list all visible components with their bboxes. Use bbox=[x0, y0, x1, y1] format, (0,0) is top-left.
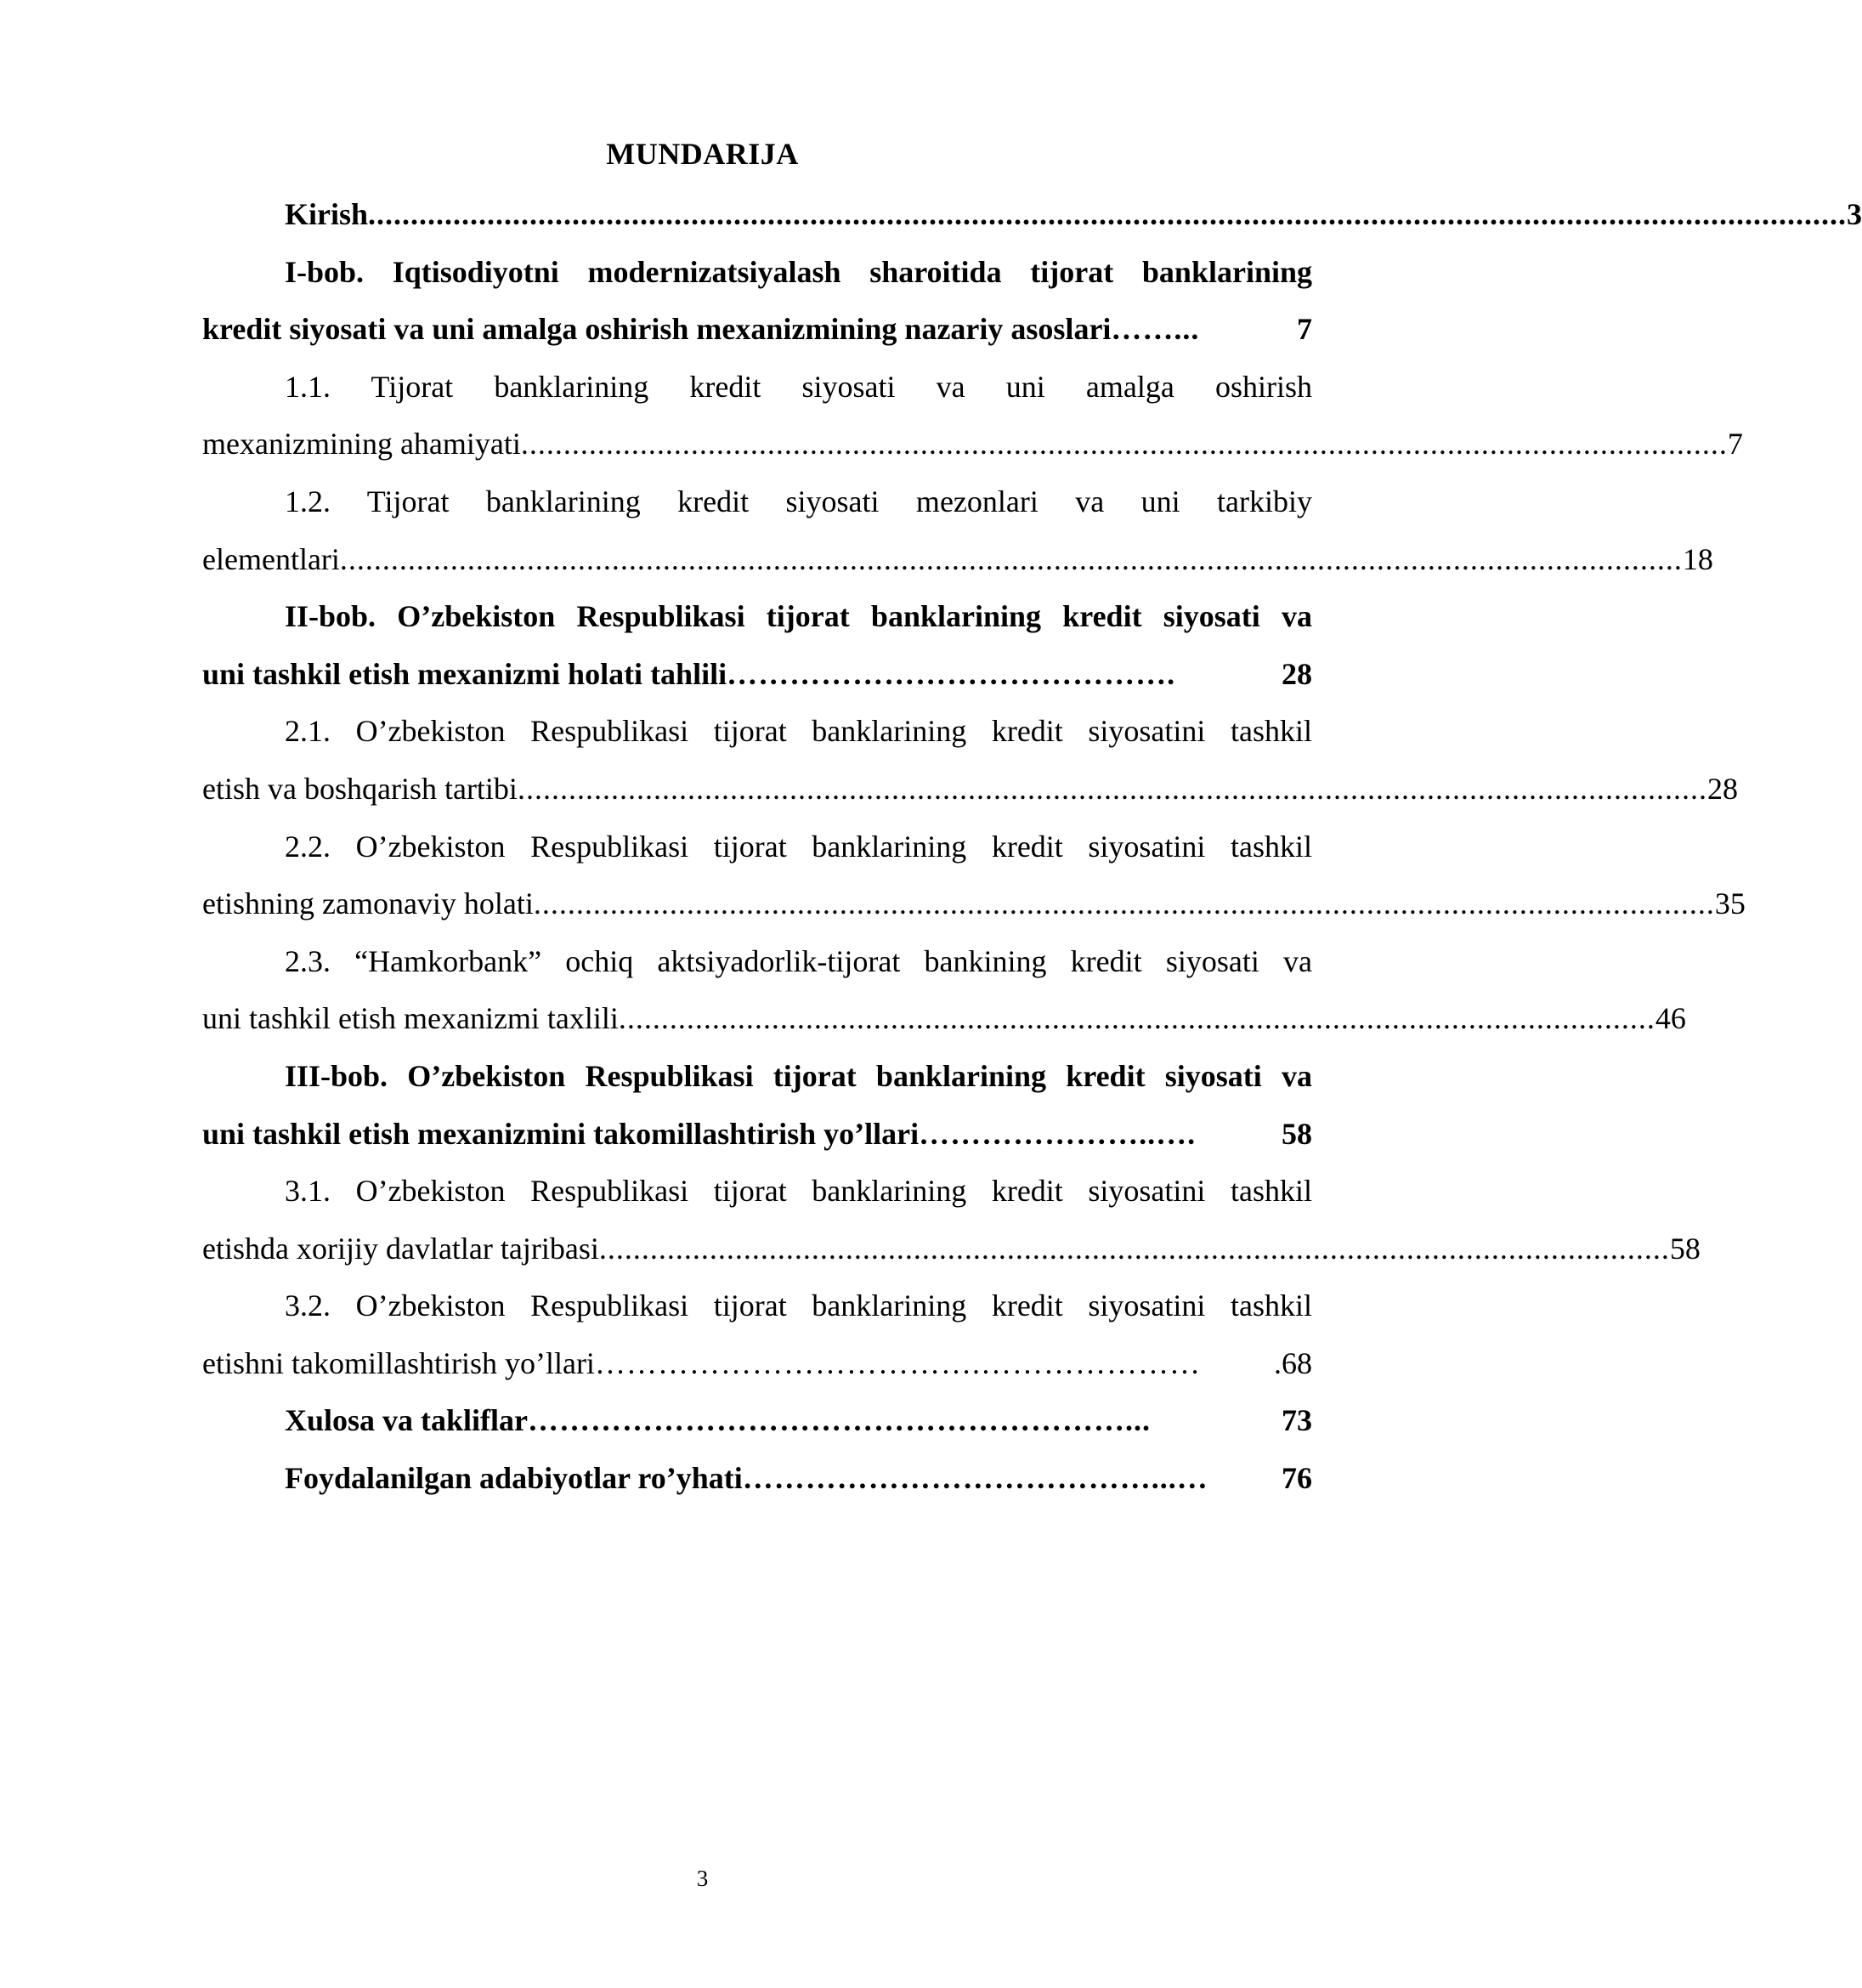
toc-entry-title-line2: kredit siyosati va uni amalga oshirish mexanizmining nazariy asoslari bbox=[202, 312, 1112, 347]
toc-entry-title: Kirish bbox=[285, 197, 369, 231]
toc-entry-title-line1: 1.1. Tijorat banklarining kredit siyosati va uni amalga oshirish bbox=[285, 369, 1312, 404]
toc-line bbox=[202, 990, 1686, 1048]
toc-entry-section-2-3 bbox=[202, 933, 1686, 1048]
toc-line bbox=[202, 531, 1713, 589]
toc-line bbox=[202, 646, 1312, 704]
toc-entry-title-line1: 2.1. O’zbekiston Respublikasi tijorat banklarining kredit siyosatini tashkil bbox=[285, 714, 1312, 749]
toc-line bbox=[202, 416, 1743, 473]
toc-dot-leader: .............................................................................................................................................. bbox=[520, 427, 1728, 462]
toc-page-number: 58 bbox=[1282, 1116, 1312, 1151]
toc-entry-title-line2: uni tashkil etish mexanizmi holati tahlili bbox=[202, 656, 727, 691]
toc-entry-conclusion bbox=[202, 1392, 1312, 1450]
toc-entry-section-2-1 bbox=[202, 703, 1738, 818]
toc-page-number: 28 bbox=[1282, 656, 1312, 691]
toc-dot-leader: ……………………………………. bbox=[727, 656, 1176, 691]
toc-dot-leader: .............................................................................................................................................................. bbox=[339, 541, 1683, 576]
toc-page-number: 18 bbox=[1682, 541, 1713, 576]
toc-entry-section-3-2 bbox=[202, 1277, 1312, 1392]
toc-entry-title-line2: etishni takomillashtirish yo’llari bbox=[202, 1345, 595, 1380]
toc-entry-title-line1: 2.3. “Hamkorbank” ochiq aktsiyadorlik-tijorat bankining kredit siyosati va bbox=[285, 943, 1312, 978]
toc-entry-title-line2: uni tashkil etish mexanizmi taxlili bbox=[202, 1001, 619, 1036]
toc-entry-kirish bbox=[202, 186, 1862, 244]
toc-page-number: 7 bbox=[1297, 312, 1312, 347]
toc-line bbox=[202, 1335, 1312, 1393]
toc-entry-title-line2: etishning zamonaviy holati bbox=[202, 886, 534, 921]
toc-page-number: 3 bbox=[1847, 197, 1862, 231]
table-of-contents bbox=[202, 186, 1862, 1508]
toc-entry-chapter-1 bbox=[202, 244, 1312, 359]
toc-entry-section-2-2 bbox=[202, 818, 1746, 933]
toc-entry-title-line1: 3.2. O’zbekiston Respublikasi tijorat banklarining kredit siyosatini tashkil bbox=[285, 1289, 1312, 1323]
toc-page-number: 58 bbox=[1669, 1231, 1701, 1266]
toc-line bbox=[202, 761, 1738, 818]
toc-page-number: 28 bbox=[1706, 771, 1738, 806]
toc-line bbox=[202, 1221, 1701, 1278]
toc-dot-leader: …………………………………………………... bbox=[528, 1403, 1152, 1438]
toc-entry-chapter-3 bbox=[202, 1048, 1312, 1163]
toc-entry-title-line1: I-bob. Iqtisodiyotni modernizatsiyalash sharoitida tijorat banklarining bbox=[285, 254, 1312, 289]
toc-dot-leader: .......................................................................................................................... bbox=[618, 1001, 1655, 1036]
toc-entry-title: Xulosa va takliflar bbox=[285, 1403, 529, 1438]
toc-line bbox=[202, 1392, 1312, 1450]
toc-entry-chapter-2 bbox=[202, 588, 1312, 703]
toc-dot-leader: …………………..…. bbox=[919, 1116, 1197, 1151]
toc-entry-section-1-2 bbox=[202, 473, 1713, 588]
toc-line bbox=[202, 1450, 1312, 1508]
toc-entry-title-line2: etish va boshqarish tartibi bbox=[202, 771, 518, 806]
toc-entry-section-3-1 bbox=[202, 1163, 1701, 1277]
toc-line bbox=[202, 186, 1862, 244]
toc-entry-title-line2: uni tashkil etish mexanizmini takomillashtirish yo’llari bbox=[202, 1116, 920, 1151]
toc-line bbox=[202, 1106, 1312, 1164]
toc-entry-references bbox=[202, 1450, 1312, 1508]
toc-entry-title-line1: 2.2. O’zbekiston Respublikasi tijorat banklarining kredit siyosatini tashkil bbox=[285, 829, 1312, 864]
toc-entry-title-line1: 3.1. O’zbekiston Respublikasi tijorat banklarining kredit siyosatini tashkil bbox=[285, 1174, 1312, 1209]
toc-dot-leader: .............................................................................................................................................................................. bbox=[368, 197, 1848, 231]
toc-entry-title-line2: elementlari bbox=[202, 541, 340, 576]
toc-page-number: 76 bbox=[1282, 1461, 1312, 1496]
toc-dot-leader: …………………………………...… bbox=[742, 1461, 1208, 1496]
toc-entry-title-line1: II-bob. O’zbekiston Respublikasi tijorat banklarining kredit siyosati va bbox=[285, 599, 1312, 634]
toc-page-number: 7 bbox=[1727, 427, 1743, 462]
toc-line bbox=[202, 875, 1746, 933]
toc-entry-title-line2: mexanizmining ahamiyati bbox=[202, 427, 521, 462]
toc-dot-leader: ……………………………….………………… bbox=[594, 1345, 1201, 1380]
page-number: 3 bbox=[696, 1866, 709, 1891]
toc-entry-title-line1: III-bob. O’zbekiston Respublikasi tijorat banklarining kredit siyosati va bbox=[285, 1058, 1312, 1093]
toc-page-number: 73 bbox=[1282, 1403, 1312, 1438]
toc-dot-leader: ........................................................................................................................................... bbox=[533, 886, 1715, 921]
toc-page-number: 35 bbox=[1714, 886, 1746, 921]
toc-entry-title: Foydalanilgan adabiyotlar ro’yhati bbox=[285, 1461, 743, 1496]
toc-line bbox=[202, 301, 1312, 359]
toc-page-number: .68 bbox=[1274, 1345, 1312, 1380]
toc-dot-leader: ……... bbox=[1111, 312, 1200, 347]
toc-dot-leader: .............................................................................................................................. bbox=[598, 1231, 1670, 1266]
toc-page-number: 46 bbox=[1655, 1001, 1686, 1036]
toc-dot-leader: ............................................................................................................................................ bbox=[517, 771, 1707, 806]
page-title: MUNDARIJA bbox=[606, 137, 799, 171]
toc-entry-title-line1: 1.2. Tijorat banklarining kredit siyosati mezonlari va uni tarkibiy bbox=[285, 484, 1312, 518]
toc-entry-section-1-1 bbox=[202, 359, 1743, 473]
toc-entry-title-line2: etishda xorijiy davlatlar tajribasi bbox=[202, 1231, 599, 1266]
